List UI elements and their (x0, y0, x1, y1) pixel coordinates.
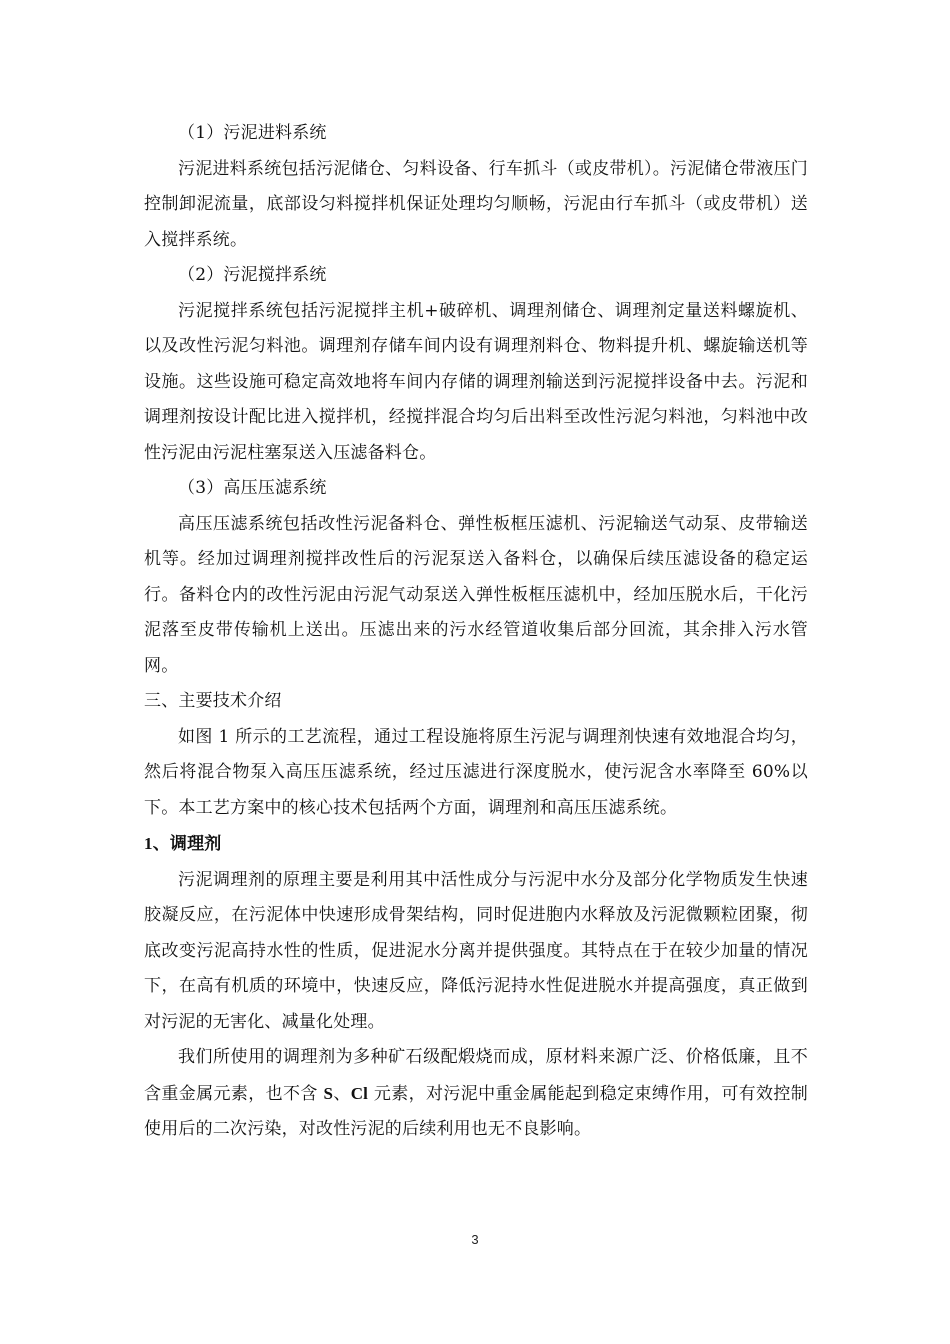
element-chlorine: Cl (350, 1083, 369, 1103)
paragraph-agent-principle: 污泥调理剂的原理主要是利用其中活性成分与污泥中水分及部分化学物质发生快速胶凝反应，在污泥体中快速形成骨架结构，同时促进胞内水释放及污泥微颗粒团聚，彻底改变污泥高持水性的性质，促进泥水分离并提供强度。其特点在于在较少加量的情况下，在高有机质的环境中，快速反应，降低污泥持水性促进脱水并提高强度，真正做到对污泥的无害化、减量化处理。 (144, 869, 808, 1032)
heading-text: 、调理剂 (152, 834, 222, 854)
paragraph-filter-system: 高压压滤系统包括改性污泥备料仓、弹性板框压滤机、污泥输送气动泵、皮带输送机等。经加过调理剂搅拌改性后的污泥泵送入备料仓，以确保后续压滤设备的稳定运行。备料仓内的改性污泥由污泥气动泵送入弹性板框压滤机中，经加压脱水后，干化污泥落至皮带传输机上送出。压滤出来的污水经管道收集后部分回流，其余排入污水管网。 (144, 513, 808, 676)
paragraph-agent-composition (144, 1040, 808, 1148)
heading-number: 1 (144, 834, 153, 853)
paragraph-feed-system: 污泥进料系统包括污泥储仓、匀料设备、行车抓斗（或皮带机）。污泥储仓带液压门控制卸泥流量，底部设匀料搅拌机保证处理均匀顺畅，污泥由行车抓斗（或皮带机）送入搅拌系统。 (144, 158, 808, 250)
subsection-heading-feed-system: （1）污泥进料系统 (178, 123, 327, 143)
composition-text-part-1: 我们所使用的调理剂为多种矿石级配煅烧而成，原材料来源广泛、价格低廉，且不含重金属元素，也不含 (144, 1047, 808, 1104)
paragraph-process-overview: 如图 1 所示的工艺流程，通过工程设施将原生污泥与调理剂快速有效地混合均匀，然后将混合物泵入高压压滤系统，经过压滤进行深度脱水，使污泥含水率降至 60%以下。本工艺方案中的核心技术包括两个方面，调理剂和高压压滤系统。 (144, 726, 808, 818)
composition-text-part-2: 元素，对污泥中重金属能起到稳定束缚作用，可有效控制使用后的二次污染，对改性污泥的后续利用也无不良影响。 (144, 1083, 808, 1139)
heading-conditioning-agent (144, 826, 808, 863)
composition-separator: 、 (333, 1083, 351, 1104)
section-heading-main-technology: 三、主要技术介绍 (144, 691, 282, 711)
subsection-heading-mixing-system: （2）污泥搅拌系统 (178, 265, 327, 285)
page-number: 3 (471, 1232, 479, 1247)
element-sulfur: S (323, 1083, 334, 1103)
paragraph-mixing-system: 污泥搅拌系统包括污泥搅拌主机+破碎机、调理剂储仓、调理剂定量送料螺旋机、以及改性污泥匀料池。调理剂存储车间内设有调理剂料仓、物料提升机、螺旋输送机等设施。这些设施可稳定高效地将车间内存储的调理剂输送到污泥搅拌设备中去。污泥和调理剂按设计配比进入搅拌机，经搅拌混合均匀后出料至改性污泥匀料池，匀料池中改性污泥由污泥柱塞泵送入压滤备料仓。 (144, 300, 808, 463)
subsection-heading-filter-system: （3）高压压滤系统 (178, 478, 327, 498)
page-body (144, 116, 808, 1148)
